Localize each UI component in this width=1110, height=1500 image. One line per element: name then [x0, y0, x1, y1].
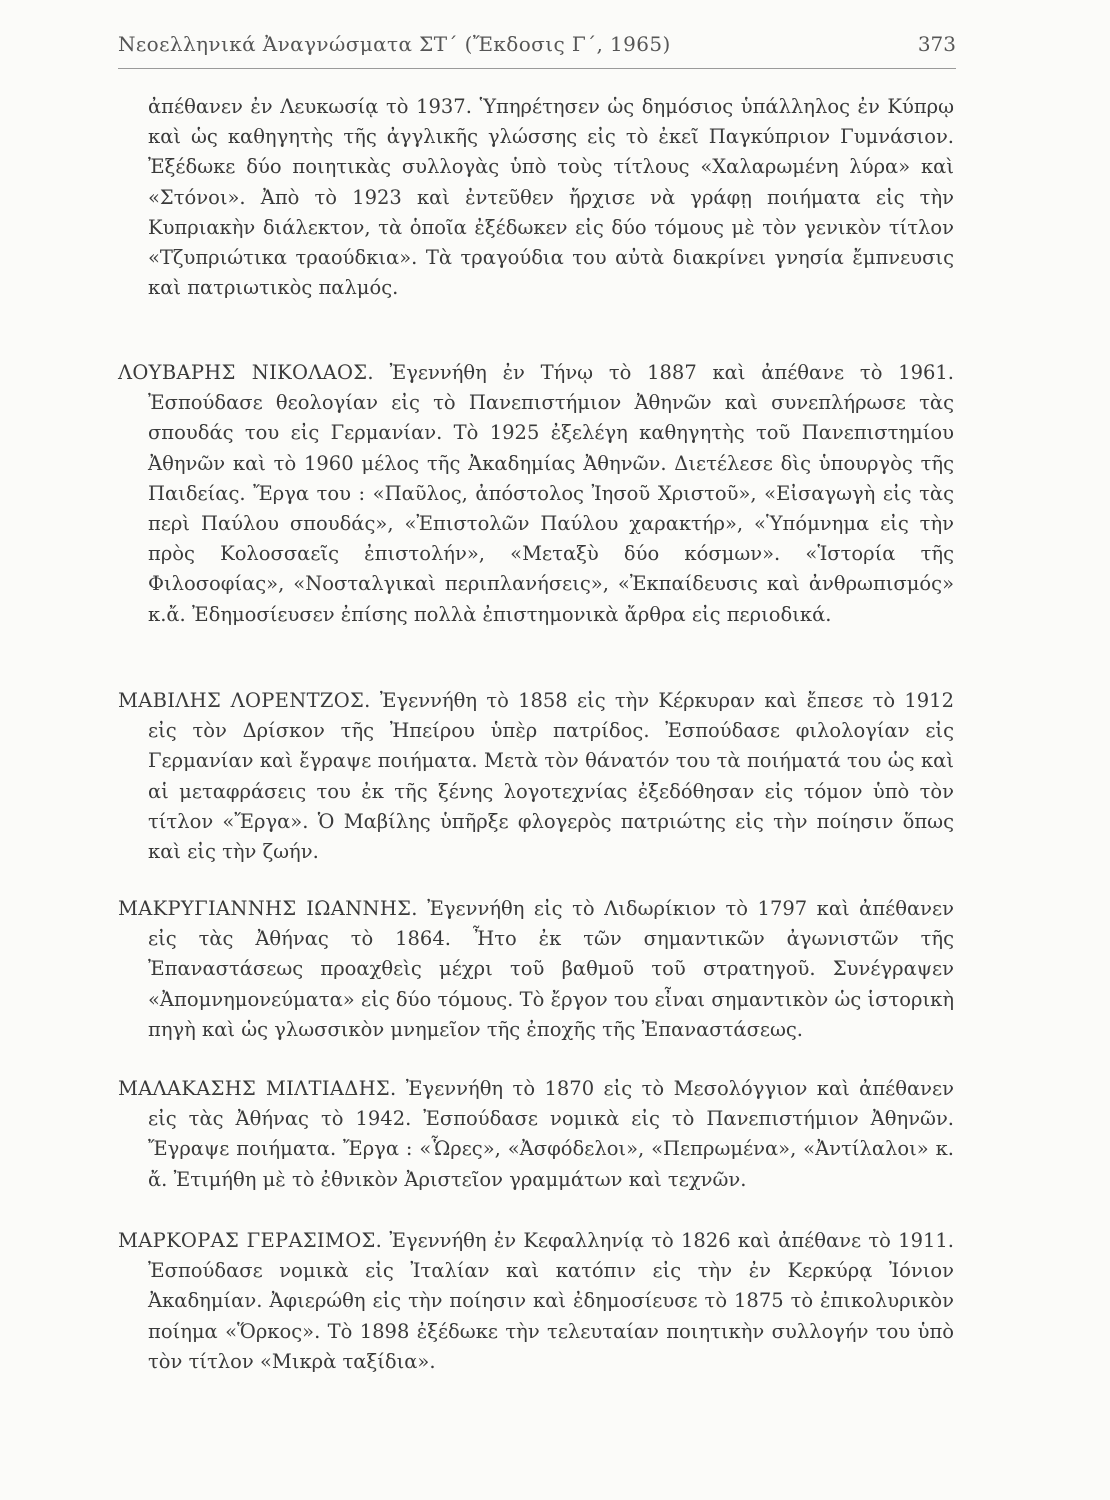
page-number: 373	[917, 32, 956, 56]
entry-text: Ἐγεννήθη ἐν Τήνῳ τὸ 1887 καὶ ἀπέθανε τὸ 1961. Ἐσπούδασε θεολογίαν εἰς τὸ Πανεπιστήμιον Ἀθηνῶν καὶ συνεπλήρωσε τὰς σπουδάς του εἰς Γερμανίαν. Τὸ 1925 ἐξελέγη καθηγητὴς τοῦ Πανεπιστημίου Ἀθηνῶν καὶ τὸ 1960 μέλος τῆς Ἀκαδημίας Ἀθηνῶν. Διετέλεσε δὶς ὑπουργὸς τῆς Παιδείας. Ἔργα του : «Παῦλος, ἀπόστολος Ἰησοῦ Χριστοῦ», «Εἰσαγωγὴ εἰς τὰς περὶ Παύλου σπουδάς», «Ἐπιστολῶν Παύλου χαρακτήρ», «Ὑπόμνημα εἰς τὴν πρὸς Κολοσσαεῖς ἐπιστολήν», «Μεταξὺ δύο κόσμων». «Ἱστορία τῆς Φιλοσοφίας», «Νοσταλγικαὶ περιπλανήσεις», «Ἐκπαίδευσις καὶ ἀνθρωπισμός» κ.ἄ. Ἐδημοσίευσεν ἐπίσης πολλὰ ἐπιστημονικὰ ἄρθρα εἰς περιοδικά.	[148, 361, 955, 626]
entry-mavilis	[118, 686, 954, 864]
entry-continued	[148, 92, 954, 318]
entry-text: ἀπέθανεν ἐν Λευκωσίᾳ τὸ 1937. Ὑπηρέτησεν ὡς δημόσιος ὑπάλληλος ἐν Κύπρῳ καὶ ὡς καθηγητὴς τῆς ἀγγλικῆς γλώσσης εἰς τὸ ἐκεῖ Παγκύπριον Γυμνάσιον. Ἐξέδωκε δύο ποιητικὰς συλλογὰς ὑπὸ τοὺς τίτλους «Χαλαρωμένη λύρα» καὶ «Στόνοι». Ἀπὸ τὸ 1923 καὶ ἐντεῦθεν ἤρχισε νὰ γράφῃ ποιήματα εἰς τὴν Κυπριακὴν διάλεκτον, τὰ ὁποῖα ἐξέδωκεν εἰς δύο τόμους μὲ τὸν γενικὸν τίτλον «Τζυπριώτικα τραούδκια». Τὰ τραγούδια του αὐτὰ διακρίνει γνησία ἔμπνευσις καὶ πατριωτικὸς παλμός.	[148, 95, 954, 300]
entry-malakasis	[118, 1074, 954, 1191]
entry-name: ΜΑΚΡΥΓΙΑΝΝΗΣ ΙΩΑΝΝΗΣ.	[118, 897, 418, 920]
entry-name: ΛΟΥΒΑΡΗΣ ΝΙΚΟΛΑΟΣ.	[118, 361, 374, 384]
entry-name: ΜΑΛΑΚΑΣΗΣ ΜΙΛΤΙΑΔΗΣ.	[118, 1077, 397, 1100]
running-head	[118, 28, 956, 69]
entry-louvaris	[118, 358, 955, 646]
entry-text: Ἐγεννήθη τὸ 1870 εἰς τὸ Μεσολόγγιον καὶ ἀπέθανεν εἰς τὰς Ἀθήνας τὸ 1942. Ἐσπούδασε νομικὰ εἰς τὸ Πανεπιστήμιον Ἀθηνῶν. Ἔγραψε ποιήματα. Ἔργα : «Ὧρες», «Ἀσφόδελοι», «Πεπρωμένα», «Ἀντίλαλοι» κ. ἄ. Ἐτιμήθη μὲ τὸ ἐθνικὸν Ἀριστεῖον γραμμάτων καὶ τεχνῶν.	[148, 1077, 954, 1191]
running-title: Νεοελληνικά Ἀναγνώσματα ΣΤ΄ (Ἔκδοσις Γ΄, 1965)	[118, 32, 671, 56]
entry-text: Ἐγεννήθη ἐν Κεφαλληνίᾳ τὸ 1826 καὶ ἀπέθανε τὸ 1911. Ἐσπούδασε νομικὰ εἰς Ἰταλίαν καὶ κατόπιν εἰς τὴν ἐν Κερκύρᾳ Ἰόνιον Ἀκαδημίαν. Ἀφιερώθη εἰς τὴν ποίησιν καὶ ἐδημοσίευσε τὸ 1875 τὸ ἐπικολυρικὸν ποίημα «Ὅρκος». Τὸ 1898 ἐξέδωκε τὴν τελευταίαν ποιητικὴν συλλογήν του ὑπὸ τὸν τίτλον «Μικρὰ ταξίδια».	[148, 1229, 954, 1373]
page-body	[118, 92, 955, 1373]
entry-markoras	[118, 1226, 954, 1373]
entry-makrygiannis	[118, 894, 954, 1041]
entry-text: Ἐγεννήθη τὸ 1858 εἰς τὴν Κέρκυραν καὶ ἔπεσε τὸ 1912 εἰς τὸν Δρίσκον τῆς Ἠπείρου ὑπὲρ πατρίδος. Ἐσπούδασε φιλολογίαν εἰς Γερμανίαν καὶ ἔγραψε ποιήματα. Μετὰ τὸν θάνατόν του τὰ ποιήματά του ὡς καὶ αἱ μεταφράσεις του ἐκ τῆς ξένης λογοτεχνίας ἐξεδόθησαν εἰς τόμον ὑπὸ τὸν τίτλον «Ἔργα». Ὁ Μαβίλης ὑπῆρξε φλογερὸς πατριώτης εἰς τὴν ποίησιν ὅπως καὶ εἰς τὴν ζωήν.	[148, 689, 954, 864]
entry-name: ΜΑΡΚΟΡΑΣ ΓΕΡΑΣΙΜΟΣ.	[118, 1229, 383, 1252]
entry-name: ΜΑΒΙΛΗΣ ΛΟΡΕΝΤΖΟΣ.	[118, 689, 371, 712]
entry-text: Ἐγεννήθη εἰς τὸ Λιδωρίκιον τὸ 1797 καὶ ἀπέθανεν εἰς τὰς Ἀθήνας τὸ 1864. Ἦτο ἐκ τῶν σημαντικῶν ἀγωνιστῶν τῆς Ἐπαναστάσεως προαχθεὶς μέχρι τοῦ βαθμοῦ τοῦ στρατηγοῦ. Συνέγραψεν «Ἀπομνημονεύματα» εἰς δύο τόμους. Τὸ ἔργον του εἶναι σημαντικὸν ὡς ἱστορικὴ πηγὴ καὶ ὡς γλωσσικὸν μνημεῖον τῆς ἐποχῆς τῆς Ἐπαναστάσεως.	[148, 897, 954, 1041]
